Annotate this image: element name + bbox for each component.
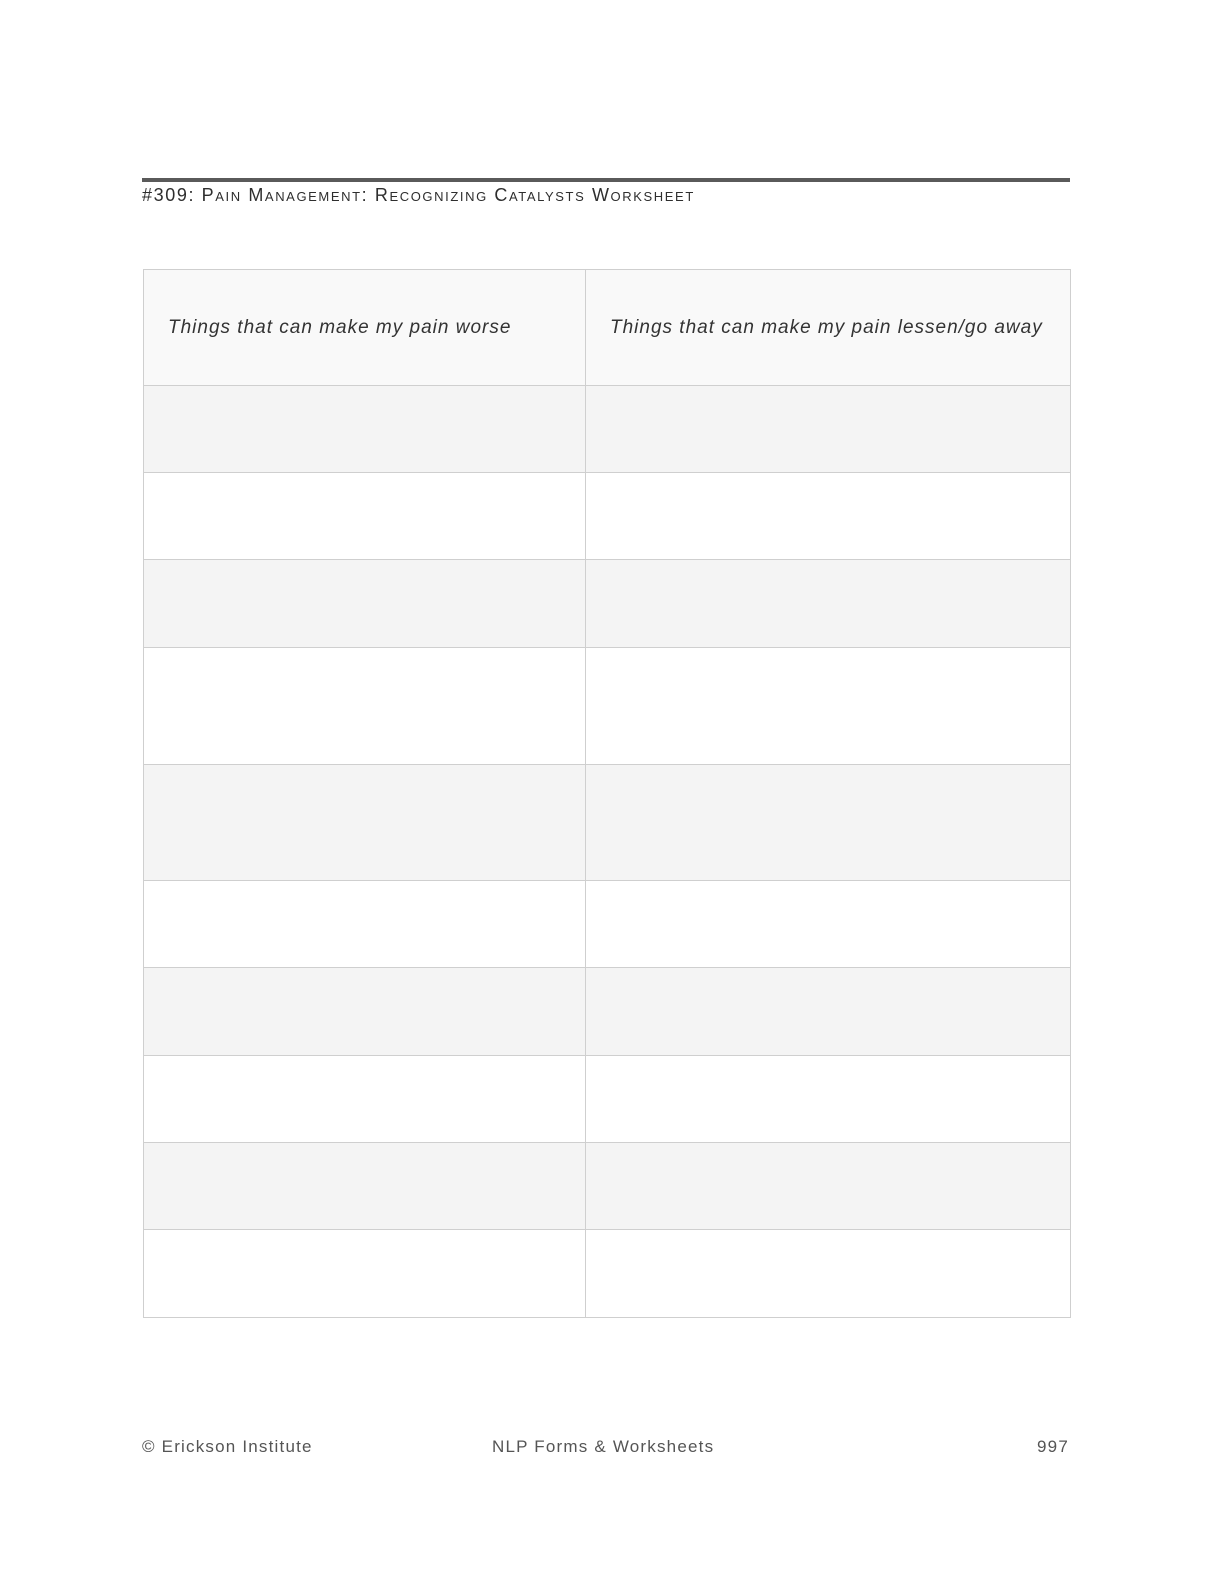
footer-copyright: © Erickson Institute <box>142 1437 313 1456</box>
worksheet-table <box>143 269 1071 1318</box>
table-row <box>144 765 1071 881</box>
cell-worse[interactable] <box>144 1056 586 1143</box>
cell-worse[interactable] <box>144 648 586 765</box>
cell-worse[interactable] <box>144 1143 586 1230</box>
cell-lessen[interactable] <box>586 473 1071 560</box>
header-pain-worse: Things that can make my pain worse <box>144 270 586 386</box>
table-row <box>144 560 1071 648</box>
table-row <box>144 1056 1071 1143</box>
cell-worse[interactable] <box>144 968 586 1056</box>
table-row <box>144 1230 1071 1318</box>
cell-worse[interactable] <box>144 1230 586 1318</box>
cell-lessen[interactable] <box>586 560 1071 648</box>
footer-book-title: NLP Forms & Worksheets <box>492 1437 715 1456</box>
cell-lessen[interactable] <box>586 881 1071 968</box>
page-title: #309: Pain Management: Recognizing Catalysts Worksheet <box>142 185 695 205</box>
table-row <box>144 386 1071 473</box>
table-row <box>144 881 1071 968</box>
cell-worse[interactable] <box>144 386 586 473</box>
cell-lessen[interactable] <box>586 1056 1071 1143</box>
cell-worse[interactable] <box>144 560 586 648</box>
table-row <box>144 1143 1071 1230</box>
header-pain-lessen: Things that can make my pain lessen/go away <box>586 270 1071 386</box>
cell-lessen[interactable] <box>586 648 1071 765</box>
table-header-row <box>144 270 1071 386</box>
cell-worse[interactable] <box>144 765 586 881</box>
cell-worse[interactable] <box>144 473 586 560</box>
footer-page-number: 997 <box>1037 1437 1069 1456</box>
cell-lessen[interactable] <box>586 1143 1071 1230</box>
cell-lessen[interactable] <box>586 968 1071 1056</box>
table-row <box>144 648 1071 765</box>
title-rule <box>142 178 1070 182</box>
table-row <box>144 968 1071 1056</box>
cell-lessen[interactable] <box>586 1230 1071 1318</box>
table-row <box>144 473 1071 560</box>
cell-lessen[interactable] <box>586 386 1071 473</box>
cell-worse[interactable] <box>144 881 586 968</box>
cell-lessen[interactable] <box>586 765 1071 881</box>
